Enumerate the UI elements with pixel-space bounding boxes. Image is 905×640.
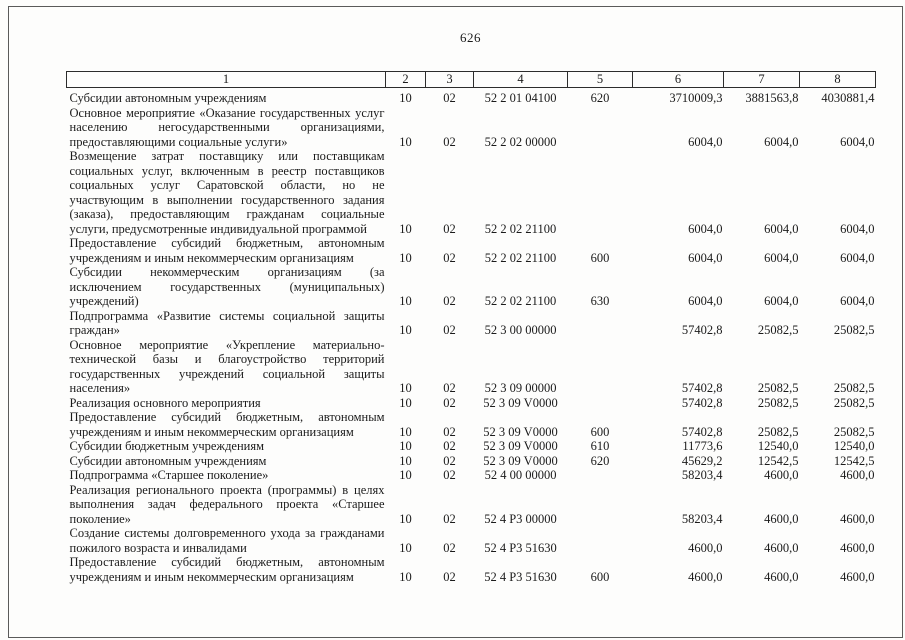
col8-cell: 4600,0 [840,511,875,526]
col6-cell: 6004,0 [688,221,723,236]
col5-cell: 600 [590,569,610,584]
col2-cell: 10 [399,439,412,453]
col4-cell: 52 2 02 00000 [484,134,557,149]
col7-cell: 25082,5 [757,323,799,337]
col5-cell [568,396,633,411]
col2-cell: 10 [399,424,412,439]
col4-cell: 52 2 01 04100 [484,91,557,105]
table-row [67,236,876,265]
col8-cell: 6004,0 [840,294,875,308]
col8-cell: 4600,0 [840,540,875,555]
col2-cell: 10 [399,91,412,105]
col5-cell: 620 [590,453,610,468]
header-col7: 7 [724,72,800,88]
col6-cell: 3710009,3 [669,91,723,105]
col7-cell: 6004,0 [764,221,799,236]
table-row [67,439,876,454]
col6-cell: 4600,0 [688,569,723,584]
page-number: 626 [460,30,481,45]
col2-cell: 10 [399,381,412,395]
col3-cell: 02 [443,468,456,482]
col4-cell: 52 4 00 00000 [484,468,557,482]
col6-cell: 4600,0 [688,540,723,555]
col4-cell: 52 3 09 V0000 [483,395,558,410]
table-row [67,410,876,439]
col3-cell: 02 [443,294,456,308]
col8-cell: 4030881,4 [821,91,875,105]
col2-cell: 10 [399,323,412,337]
col4-cell: 52 2 02 21100 [484,294,557,308]
header-col2: 2 [386,72,426,88]
col7-cell: 3881563,8 [745,91,799,105]
header-col4: 4 [474,72,568,88]
desc-cell: Субсидии автономным учреждениям [69,91,267,105]
table-row [67,483,876,527]
desc-cell: Предоставление субсидий бюджетным, автономным учреждениям и иным некоммерческим организациям [69,555,385,584]
desc-cell: Основное мероприятие «Оказание государственных услуг населению негосударственными организациями, предоставляющими социальные услуги» [69,105,385,149]
col5-cell [568,468,633,483]
header-col8: 8 [800,72,876,88]
col7-cell: 25082,5 [757,395,799,410]
col4-cell: 52 3 09 00000 [484,381,557,395]
col7-cell: 4600,0 [764,511,799,526]
col5-cell: 600 [590,250,610,265]
col6-cell: 57402,8 [681,424,723,439]
desc-cell: Предоставление субсидий бюджетным, автономным учреждениям и иным некоммерческим организациям [69,410,385,439]
desc-cell: Предоставление субсидий бюджетным, автономным учреждениям и иным некоммерческим организациям [69,236,385,265]
col2-cell: 10 [399,395,412,410]
col3-cell: 02 [443,250,456,265]
col4-cell: 52 4 Р3 51630 [484,569,557,584]
col3-cell: 02 [443,439,456,453]
col7-cell: 4600,0 [764,468,799,482]
col3-cell: 02 [443,453,456,468]
table-row [67,149,876,236]
desc-cell: Подпрограмма «Развитие системы социальной защиты граждан» [69,308,385,337]
col6-cell: 58203,4 [681,468,723,482]
col7-cell: 12542,5 [757,453,799,468]
col8-cell: 25082,5 [833,395,875,410]
col4-cell: 52 3 00 00000 [484,323,557,337]
col8-cell: 25082,5 [833,323,875,337]
col2-cell: 10 [399,540,412,555]
col8-cell: 6004,0 [840,250,875,265]
header-col5: 5 [568,72,633,88]
col3-cell: 02 [443,221,456,236]
col5-cell: 610 [590,439,610,453]
col4-cell: 52 2 02 21100 [484,221,557,236]
col6-cell: 6004,0 [688,134,723,149]
col7-cell: 12540,0 [757,439,799,453]
table-row [67,309,876,338]
col3-cell: 02 [443,323,456,337]
table-row [67,468,876,483]
table-header-row [67,72,876,88]
col6-cell: 11773,6 [682,439,723,453]
desc-cell: Субсидии автономным учреждениям [69,453,267,468]
col4-cell: 52 3 09 V0000 [483,439,558,453]
col6-cell: 57402,8 [681,381,723,395]
col8-cell: 25082,5 [833,381,875,395]
col2-cell: 10 [399,250,412,265]
col2-cell: 10 [399,468,412,482]
col6-cell: 57402,8 [681,323,723,337]
header-col6: 6 [633,72,724,88]
col5-cell [568,149,633,236]
table-row [67,526,876,555]
col7-cell: 4600,0 [764,540,799,555]
col5-cell [568,338,633,396]
col8-cell: 12542,5 [833,453,875,468]
col5-cell: 630 [590,294,610,308]
desc-cell: Реализация основного мероприятия [69,395,261,410]
col2-cell: 10 [399,511,412,526]
col2-cell: 10 [399,294,412,308]
col2-cell: 10 [399,221,412,236]
desc-cell: Субсидии некоммерческим организациям (за исключением государственных (муниципальных) учреждений) [69,265,385,308]
col3-cell: 02 [443,395,456,410]
col7-cell: 6004,0 [764,294,799,308]
col7-cell: 25082,5 [757,381,799,395]
col3-cell: 02 [443,540,456,555]
table-row [67,396,876,411]
table-row [67,555,876,584]
col3-cell: 02 [443,134,456,149]
col2-cell: 10 [399,453,412,468]
col2-cell: 10 [399,569,412,584]
col8-cell: 4600,0 [840,569,875,584]
col5-cell [568,106,633,150]
col7-cell: 6004,0 [764,250,799,265]
header-col3: 3 [426,72,474,88]
col8-cell: 6004,0 [840,221,875,236]
col6-cell: 58203,4 [681,511,723,526]
col3-cell: 02 [443,381,456,395]
table-row [67,338,876,396]
table-row [67,454,876,469]
col3-cell: 02 [443,424,456,439]
col4-cell: 52 4 Р3 51630 [484,540,557,555]
header-col1: 1 [67,72,386,88]
desc-cell: Основное мероприятие «Укрепление материально-технической базы и благоустройство территорий государственных учреждений социальной защиты населения» [69,337,385,395]
col3-cell: 02 [443,91,456,105]
col6-cell: 57402,8 [681,395,723,410]
col5-cell [568,526,633,555]
col6-cell: 45629,2 [681,453,723,468]
col8-cell: 12540,0 [833,439,875,453]
col3-cell: 02 [443,511,456,526]
col8-cell: 6004,0 [840,134,875,149]
col4-cell: 52 4 Р3 00000 [484,511,557,526]
col5-cell: 620 [590,91,610,105]
col7-cell: 25082,5 [757,424,799,439]
desc-cell: Субсидии бюджетным учреждениям [69,439,265,453]
table-row [67,106,876,150]
col8-cell: 25082,5 [833,424,875,439]
col7-cell: 4600,0 [764,569,799,584]
budget-expenditure-table [66,71,876,584]
col4-cell: 52 3 09 V0000 [483,424,558,439]
table-row [67,88,876,106]
col4-cell: 52 2 02 21100 [484,250,557,265]
col5-cell: 600 [590,424,610,439]
col8-cell: 4600,0 [840,468,875,482]
desc-cell: Реализация регионального проекта (программы) в целях выполнения задач федерального проекта «Старшее поколение» [69,482,385,526]
desc-cell: Возмещение затрат поставщику или поставщикам социальных услуг, включенным в реестр поставщиков социальных услуг Саратовской области, но не участвующим в выполнении государственного задания (заказа), предоставляющим гражданам социальные услуги, предусмотренные индивидуальной программой [69,149,385,236]
col5-cell [568,483,633,527]
col6-cell: 6004,0 [688,294,723,308]
col2-cell: 10 [399,134,412,149]
desc-cell: Подпрограмма «Старшее поколение» [69,468,269,482]
col5-cell [568,309,633,338]
col7-cell: 6004,0 [764,134,799,149]
col6-cell: 6004,0 [688,250,723,265]
col3-cell: 02 [443,569,456,584]
desc-cell: Создание системы долговременного ухода за гражданами пожилого возраста и инвалидами [69,526,385,555]
table-row [67,265,876,309]
col4-cell: 52 3 09 V0000 [483,453,558,468]
